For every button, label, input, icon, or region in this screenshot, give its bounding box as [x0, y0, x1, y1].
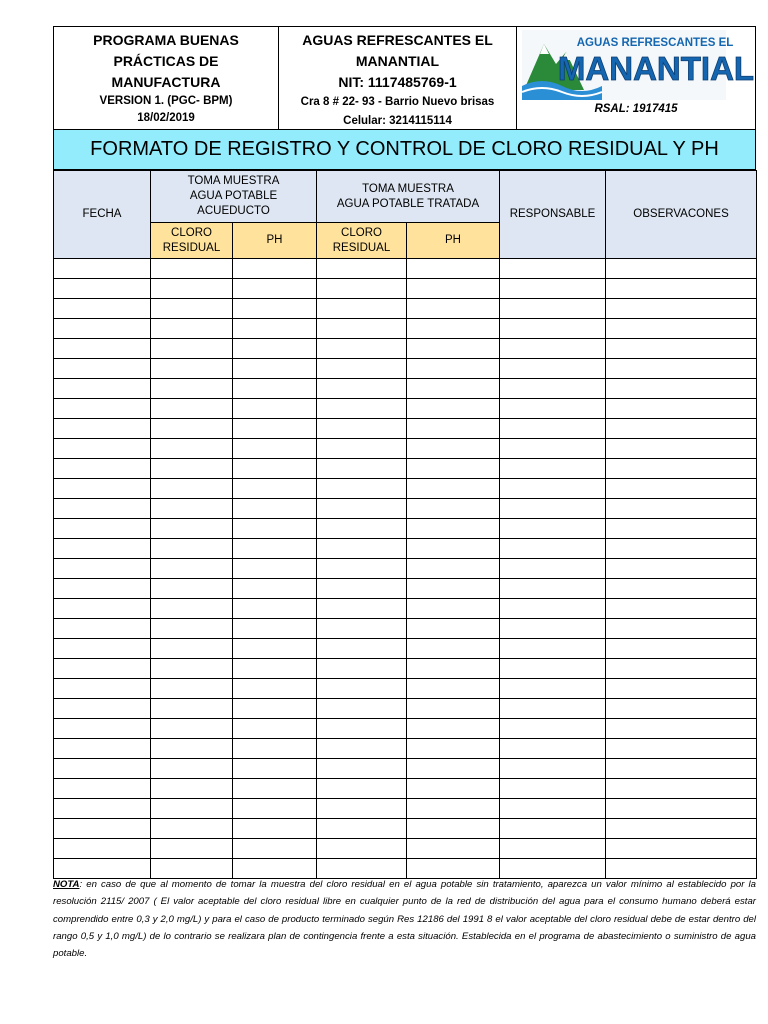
- table-cell[interactable]: [606, 839, 757, 859]
- logo-cell: [517, 27, 755, 129]
- table-cell[interactable]: [54, 339, 151, 359]
- subheader-cloro-acueducto: [151, 223, 233, 259]
- table-cell[interactable]: [500, 719, 606, 739]
- table-cell[interactable]: [317, 579, 407, 599]
- table-cell[interactable]: [407, 679, 500, 699]
- table-row: [54, 359, 757, 379]
- table-cell[interactable]: [233, 719, 317, 739]
- table-cell[interactable]: [606, 479, 757, 499]
- table-cell[interactable]: [606, 639, 757, 659]
- table-row: [54, 639, 757, 659]
- rsal-label: RSAL: 1917415: [594, 103, 678, 115]
- table-row: [54, 679, 757, 699]
- subheader-cloro-tratada: [317, 223, 407, 259]
- table-cell[interactable]: [606, 379, 757, 399]
- note-label: NOTA: [53, 879, 80, 890]
- table-cell[interactable]: [317, 679, 407, 699]
- cloro-line-1: CLORO: [341, 226, 382, 239]
- table-cell[interactable]: [54, 679, 151, 699]
- table-row: [54, 699, 757, 719]
- blank-rows: [54, 259, 757, 879]
- table-cell[interactable]: [407, 719, 500, 739]
- table-cell[interactable]: [407, 319, 500, 339]
- table-cell[interactable]: [407, 799, 500, 819]
- table-cell[interactable]: [407, 759, 500, 779]
- table-cell[interactable]: [606, 659, 757, 679]
- table-cell[interactable]: [54, 419, 151, 439]
- table-cell[interactable]: [500, 819, 606, 839]
- table-row: [54, 819, 757, 839]
- table-row: [54, 799, 757, 819]
- table-cell[interactable]: [407, 739, 500, 759]
- company-line-1: AGUAS REFRESCANTES EL: [302, 32, 493, 48]
- table-cell[interactable]: [407, 619, 500, 639]
- table-cell[interactable]: [233, 559, 317, 579]
- program-line-3: MANUFACTURA: [111, 74, 221, 90]
- form-title: FORMATO DE REGISTRO Y CONTROL DE CLORO RESIDUAL Y PH: [53, 130, 756, 170]
- table-cell[interactable]: [233, 479, 317, 499]
- table-row: [54, 439, 757, 459]
- table-cell[interactable]: [233, 599, 317, 619]
- table-cell[interactable]: [317, 719, 407, 739]
- table-cell[interactable]: [151, 639, 233, 659]
- table-cell[interactable]: [500, 519, 606, 539]
- table-row: [54, 479, 757, 499]
- table-cell[interactable]: [54, 559, 151, 579]
- table-cell[interactable]: [151, 279, 233, 299]
- table-cell[interactable]: [407, 639, 500, 659]
- header-group-tratada: [317, 171, 500, 223]
- table-cell[interactable]: [54, 299, 151, 319]
- table-cell[interactable]: [500, 479, 606, 499]
- table-row: [54, 719, 757, 739]
- table-cell[interactable]: [606, 699, 757, 719]
- table-cell[interactable]: [606, 579, 757, 599]
- group1-line-2: AGUA POTABLE: [189, 190, 278, 202]
- table-row: [54, 759, 757, 779]
- table-cell[interactable]: [151, 319, 233, 339]
- table-cell[interactable]: [407, 279, 500, 299]
- table-cell[interactable]: [407, 439, 500, 459]
- cloro-line-1: CLORO: [171, 226, 212, 239]
- table-row: [54, 779, 757, 799]
- table-cell[interactable]: [500, 439, 606, 459]
- table-cell[interactable]: [54, 599, 151, 619]
- table-cell[interactable]: [233, 819, 317, 839]
- table-cell[interactable]: [500, 659, 606, 679]
- subheader-ph-tratada: PH: [407, 223, 500, 259]
- table-cell[interactable]: [317, 399, 407, 419]
- table-cell[interactable]: [54, 379, 151, 399]
- table-cell[interactable]: [500, 459, 606, 479]
- table-row: [54, 559, 757, 579]
- table-cell[interactable]: [151, 459, 233, 479]
- table-cell[interactable]: [233, 659, 317, 679]
- table-row: [54, 339, 757, 359]
- table-cell[interactable]: [151, 719, 233, 739]
- table-cell[interactable]: [500, 379, 606, 399]
- table-cell[interactable]: [606, 739, 757, 759]
- table-cell[interactable]: [151, 819, 233, 839]
- table-cell[interactable]: [317, 599, 407, 619]
- table-cell[interactable]: [317, 299, 407, 319]
- table-cell[interactable]: [606, 719, 757, 739]
- company-nit: NIT: 1117485769-1: [338, 74, 457, 90]
- table-cell[interactable]: [233, 579, 317, 599]
- table-cell[interactable]: [606, 679, 757, 699]
- document-header: [53, 26, 756, 130]
- table-cell[interactable]: [407, 559, 500, 579]
- table-cell[interactable]: [54, 719, 151, 739]
- table-cell[interactable]: [317, 279, 407, 299]
- table-cell[interactable]: [151, 619, 233, 639]
- table-cell[interactable]: [54, 839, 151, 859]
- table-row: [54, 659, 757, 679]
- table-cell[interactable]: [500, 799, 606, 819]
- table-cell[interactable]: [606, 419, 757, 439]
- table-cell[interactable]: [151, 579, 233, 599]
- table-cell[interactable]: [500, 679, 606, 699]
- table-cell[interactable]: [54, 319, 151, 339]
- table-cell[interactable]: [151, 559, 233, 579]
- table-cell[interactable]: [606, 499, 757, 519]
- table-cell[interactable]: [606, 459, 757, 479]
- table-cell[interactable]: [407, 459, 500, 479]
- table-cell[interactable]: [500, 399, 606, 419]
- table-row: [54, 619, 757, 639]
- table-cell[interactable]: [54, 619, 151, 639]
- table-cell[interactable]: [317, 259, 407, 279]
- table-row: [54, 579, 757, 599]
- table-cell[interactable]: [317, 619, 407, 639]
- table-cell[interactable]: [606, 299, 757, 319]
- table-cell[interactable]: [233, 299, 317, 319]
- table-cell[interactable]: [606, 559, 757, 579]
- program-info: [54, 27, 279, 129]
- table-cell[interactable]: [233, 259, 317, 279]
- table-cell[interactable]: [151, 779, 233, 799]
- table-cell[interactable]: [500, 759, 606, 779]
- table-cell[interactable]: [54, 259, 151, 279]
- table-cell[interactable]: [317, 499, 407, 519]
- table-row: [54, 419, 757, 439]
- table-cell[interactable]: [606, 779, 757, 799]
- table-cell[interactable]: [233, 339, 317, 359]
- table-cell[interactable]: [606, 599, 757, 619]
- program-line-1: PROGRAMA BUENAS: [93, 32, 239, 48]
- table-cell[interactable]: [54, 699, 151, 719]
- table-cell[interactable]: [317, 479, 407, 499]
- version-date: 18/02/2019: [137, 112, 195, 124]
- records-table: [53, 170, 757, 879]
- table-cell[interactable]: [54, 539, 151, 559]
- table-cell[interactable]: [500, 779, 606, 799]
- table-cell[interactable]: [151, 699, 233, 719]
- table-cell[interactable]: [151, 399, 233, 419]
- table-cell[interactable]: [54, 759, 151, 779]
- table-cell[interactable]: [233, 519, 317, 539]
- table-cell[interactable]: [317, 739, 407, 759]
- table-cell[interactable]: [233, 839, 317, 859]
- table-cell[interactable]: [407, 539, 500, 559]
- table-cell[interactable]: [407, 499, 500, 519]
- table-cell[interactable]: [54, 279, 151, 299]
- table-cell[interactable]: [500, 279, 606, 299]
- table-row: [54, 519, 757, 539]
- table-row: [54, 539, 757, 559]
- table-cell[interactable]: [407, 299, 500, 319]
- table-cell[interactable]: [233, 619, 317, 639]
- table-cell[interactable]: [317, 459, 407, 479]
- table-cell[interactable]: [54, 639, 151, 659]
- table-cell[interactable]: [500, 499, 606, 519]
- table-cell[interactable]: [151, 839, 233, 859]
- table-cell[interactable]: [500, 559, 606, 579]
- table-cell[interactable]: [317, 439, 407, 459]
- table-cell[interactable]: [407, 479, 500, 499]
- table-cell[interactable]: [54, 519, 151, 539]
- table-row: [54, 299, 757, 319]
- table-cell[interactable]: [500, 359, 606, 379]
- table-cell[interactable]: [54, 459, 151, 479]
- table-cell[interactable]: [500, 619, 606, 639]
- table-cell[interactable]: [407, 339, 500, 359]
- table-cell[interactable]: [606, 359, 757, 379]
- table-cell[interactable]: [151, 659, 233, 679]
- subheader-ph-acueducto: PH: [233, 223, 317, 259]
- group1-line-3: ACUEDUCTO: [197, 205, 270, 217]
- group1-line-1: TOMA MUESTRA: [187, 175, 280, 187]
- table-row: [54, 599, 757, 619]
- table-cell[interactable]: [500, 839, 606, 859]
- table-cell[interactable]: [500, 699, 606, 719]
- table-row: [54, 399, 757, 419]
- table-cell[interactable]: [606, 279, 757, 299]
- logo-main-text: MANANTIAL: [557, 50, 755, 87]
- table-cell[interactable]: [317, 639, 407, 659]
- table-cell[interactable]: [54, 579, 151, 599]
- table-cell[interactable]: [407, 379, 500, 399]
- table-cell[interactable]: [317, 819, 407, 839]
- table-cell[interactable]: [151, 679, 233, 699]
- table-cell[interactable]: [606, 339, 757, 359]
- group2-line-1: TOMA MUESTRA: [362, 182, 454, 195]
- company-phone: Celular: 3214115114: [343, 115, 452, 127]
- table-cell[interactable]: [407, 259, 500, 279]
- table-cell[interactable]: [151, 739, 233, 759]
- table-cell[interactable]: [233, 279, 317, 299]
- table-cell[interactable]: [407, 519, 500, 539]
- table-cell[interactable]: [151, 419, 233, 439]
- table-row: [54, 459, 757, 479]
- table-cell[interactable]: [151, 339, 233, 359]
- table-row: [54, 839, 757, 859]
- table-cell[interactable]: [407, 699, 500, 719]
- table-cell[interactable]: [233, 319, 317, 339]
- table-cell[interactable]: [500, 539, 606, 559]
- table-row: [54, 379, 757, 399]
- table-cell[interactable]: [54, 739, 151, 759]
- table-cell[interactable]: [151, 799, 233, 819]
- table-cell[interactable]: [606, 259, 757, 279]
- table-cell[interactable]: [407, 599, 500, 619]
- table-cell[interactable]: [233, 699, 317, 719]
- table-cell[interactable]: [606, 439, 757, 459]
- table-cell[interactable]: [233, 639, 317, 659]
- table-cell[interactable]: [317, 359, 407, 379]
- table-cell[interactable]: [500, 599, 606, 619]
- table-row: [54, 499, 757, 519]
- cloro-line-2: RESIDUAL: [162, 241, 221, 254]
- header-observaciones: OBSERVACONES: [606, 171, 757, 259]
- table-cell[interactable]: [233, 779, 317, 799]
- note-text: : en caso de que al momento de tomar la muestra del cloro residual en el agua potable sin tratamiento, aparezca un valor mínimo al establecido por la resolución 2115/ 2007 ( El valor aceptable del cloro residual libre en cualquier punto de la red de distribución del agua para el consumo humano deberá estar comprendido entre 0,3 y 2,0 mg/L) y para el caso de producto terminado según Res 12186 del 1991 8 el valor aceptable del cloro residual debe de estar dentro del rango 0,5 y 1,0 mg/L) de lo contrario se realizara plan de contingencia frente a esta situación. Establecida en el programa de abastecimiento o suministro de agua potable.: [53, 879, 756, 960]
- table-cell[interactable]: [233, 399, 317, 419]
- table-cell[interactable]: [233, 759, 317, 779]
- table-cell[interactable]: [151, 759, 233, 779]
- table-cell[interactable]: [407, 359, 500, 379]
- table-cell[interactable]: [407, 399, 500, 419]
- table-cell[interactable]: [54, 439, 151, 459]
- company-line-2: MANANTIAL: [355, 53, 440, 69]
- header-responsable: RESPONSABLE: [500, 171, 606, 259]
- table-row: [54, 279, 757, 299]
- table-cell[interactable]: [151, 379, 233, 399]
- table-cell[interactable]: [606, 319, 757, 339]
- table-cell[interactable]: [151, 439, 233, 459]
- table-cell[interactable]: [54, 479, 151, 499]
- table-cell[interactable]: [151, 299, 233, 319]
- header-fecha: FECHA: [54, 171, 151, 259]
- table-cell[interactable]: [317, 799, 407, 819]
- table-cell[interactable]: [407, 419, 500, 439]
- table-cell[interactable]: [500, 319, 606, 339]
- header-group-acueducto: [151, 171, 317, 223]
- table-cell[interactable]: [233, 799, 317, 819]
- table-row: [54, 259, 757, 279]
- note-paragraph: [53, 876, 756, 962]
- table-cell[interactable]: [233, 679, 317, 699]
- table-cell[interactable]: [500, 419, 606, 439]
- table-cell[interactable]: [54, 779, 151, 799]
- table-cell[interactable]: [317, 419, 407, 439]
- table-cell[interactable]: [606, 619, 757, 639]
- table-cell[interactable]: [233, 359, 317, 379]
- company-address: Cra 8 # 22- 93 - Barrio Nuevo brisas: [300, 96, 495, 108]
- table-cell[interactable]: [500, 739, 606, 759]
- table-cell[interactable]: [54, 819, 151, 839]
- table-cell[interactable]: [317, 319, 407, 339]
- table-cell[interactable]: [233, 439, 317, 459]
- table-cell[interactable]: [233, 739, 317, 759]
- table-row: [54, 319, 757, 339]
- table-cell[interactable]: [151, 519, 233, 539]
- table-cell[interactable]: [317, 759, 407, 779]
- table-cell[interactable]: [407, 819, 500, 839]
- logo-top-text: AGUAS REFRESCANTES EL: [576, 37, 734, 49]
- table-cell[interactable]: [233, 419, 317, 439]
- table-cell[interactable]: [407, 579, 500, 599]
- table-row: [54, 739, 757, 759]
- table-cell[interactable]: [317, 539, 407, 559]
- table-cell[interactable]: [151, 539, 233, 559]
- table-cell[interactable]: [500, 579, 606, 599]
- table-cell[interactable]: [54, 499, 151, 519]
- table-cell[interactable]: [54, 399, 151, 419]
- table-cell[interactable]: [151, 499, 233, 519]
- table-cell[interactable]: [317, 379, 407, 399]
- table-cell[interactable]: [407, 659, 500, 679]
- table-cell[interactable]: [500, 339, 606, 359]
- table-cell[interactable]: [500, 299, 606, 319]
- table-cell[interactable]: [606, 799, 757, 819]
- company-logo: [522, 30, 755, 100]
- group2-line-2: AGUA POTABLE TRATADA: [336, 197, 480, 210]
- table-cell[interactable]: [500, 639, 606, 659]
- table-cell[interactable]: [151, 359, 233, 379]
- company-info: [279, 27, 517, 129]
- table-cell[interactable]: [151, 479, 233, 499]
- table-cell[interactable]: [54, 659, 151, 679]
- table-cell[interactable]: [54, 799, 151, 819]
- table-cell[interactable]: [317, 519, 407, 539]
- version-label: VERSION 1. (PGC- BPM): [99, 95, 233, 107]
- table-cell[interactable]: [233, 459, 317, 479]
- table-cell[interactable]: [606, 759, 757, 779]
- table-cell[interactable]: [606, 519, 757, 539]
- registro-sheet: [53, 26, 756, 879]
- program-line-2: PRÁCTICAS DE: [113, 53, 219, 69]
- table-cell[interactable]: [151, 599, 233, 619]
- table-cell[interactable]: [317, 779, 407, 799]
- table-cell[interactable]: [317, 839, 407, 859]
- table-cell[interactable]: [606, 819, 757, 839]
- table-cell[interactable]: [500, 259, 606, 279]
- cloro-line-2: RESIDUAL: [332, 241, 391, 254]
- table-cell[interactable]: [54, 359, 151, 379]
- table-cell[interactable]: [606, 539, 757, 559]
- table-cell[interactable]: [407, 779, 500, 799]
- table-cell[interactable]: [407, 839, 500, 859]
- table-cell[interactable]: [233, 539, 317, 559]
- table-cell[interactable]: [233, 499, 317, 519]
- table-cell[interactable]: [151, 259, 233, 279]
- table-cell[interactable]: [317, 339, 407, 359]
- table-cell[interactable]: [606, 399, 757, 419]
- table-cell[interactable]: [317, 659, 407, 679]
- table-cell[interactable]: [317, 559, 407, 579]
- table-cell[interactable]: [317, 699, 407, 719]
- table-cell[interactable]: [233, 379, 317, 399]
